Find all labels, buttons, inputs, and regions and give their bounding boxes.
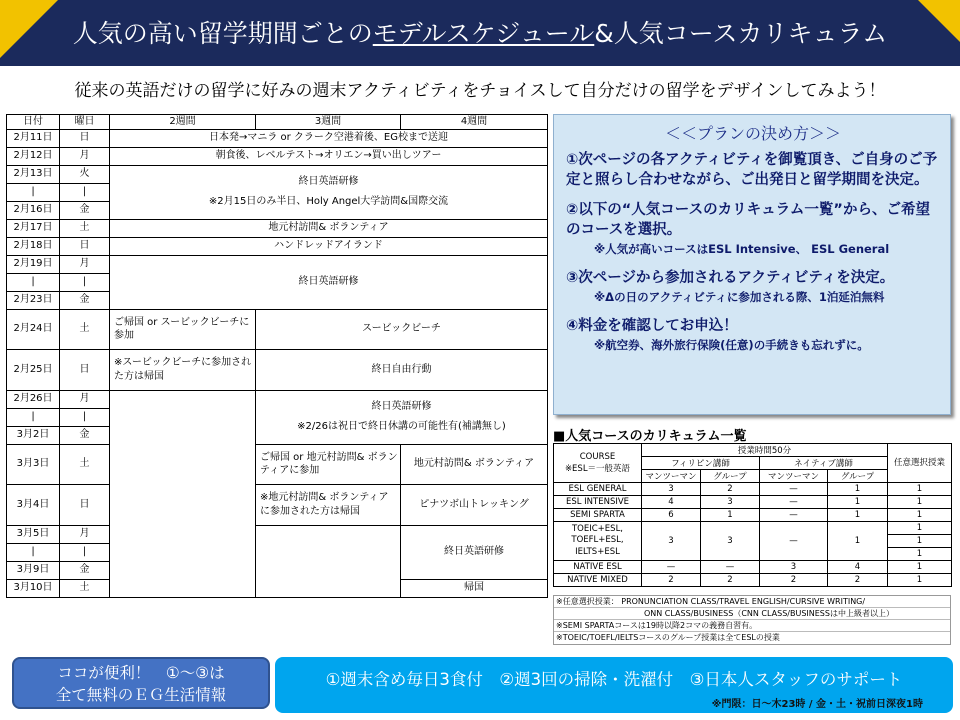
table-row: NATIVE MIXED 2 2 2 2 1	[554, 574, 952, 587]
arrival-cell: 日本発→マニラ or クラーク空港着後、EG校まで送迎	[110, 129, 548, 147]
header-3weeks: 3週間	[256, 115, 401, 130]
table-row: | |	[7, 543, 548, 561]
plan-step-2: ②以下の“人気コースのカリキュラム一覧”から、ご希望のコースを選択。	[566, 202, 930, 238]
plan-guide-box	[553, 114, 951, 415]
table-row: 3月2日 金	[7, 426, 548, 444]
curfew-note: ※門限：日～木23時 / 金・土・祝前日深夜1時	[711, 699, 923, 710]
subic-return-note-cell: ※スービックビーチに参加された方は帰国	[110, 349, 256, 390]
benefit-detail-box	[275, 657, 953, 713]
filipino-teacher-header: フィリピン講師	[642, 457, 760, 470]
header-2weeks: 2週間	[110, 115, 256, 130]
table-row: ESL INTENSIVE 4 3 — 1 1	[554, 496, 952, 509]
table-row: 2月26日 月 終日英語研修 ※2/26は祝日で終日休講の可能性有(補講無し)	[7, 390, 548, 408]
village-cell-4w: 地元村訪問& ボランティア	[401, 444, 548, 484]
plan-step-1: ①次ページの各アクティビティを御覧頂き、ご自身のご予定と照らし合わせながら、ご出発日と留学期間を決定。	[566, 152, 938, 188]
table-row	[554, 444, 952, 457]
page-title: 人気の高い留学期間ごとのモデルスケジュール&人気コースカリキュラム	[72, 19, 888, 48]
study-block-4: 終日英語研修	[401, 525, 548, 579]
table-row: 2月16日 金	[7, 201, 548, 219]
schedule-table	[6, 114, 548, 598]
table-row: TOEIC+ESL, TOEFL+ESL, IELTS+ESL 3 3 — 1 1	[554, 522, 952, 535]
note-line: ※SEMI SPARTAコースは19時以降2コマの義務自習有。	[554, 620, 950, 632]
return-cell: 帰国	[401, 579, 548, 597]
table-row: マンツーマン グループ マンツーマン グループ	[554, 470, 952, 483]
return-or-village-cell: ご帰国 or 地元村訪問& ボランティアに参加	[256, 444, 401, 484]
header-date: 日付	[7, 115, 60, 130]
table-row: ESL GENERAL 3 2 — 1 1	[554, 483, 952, 496]
plan-heading: ＜＜プランの決め方＞＞	[664, 124, 841, 143]
header-day: 曜日	[60, 115, 110, 130]
table-row: 2月18日 日 ハンドレッドアイランド	[7, 237, 548, 255]
table-row: 2月13日 火 終日英語研修 ※2月15日のみ半日、Holy Angel大学訪問&国際交流	[7, 165, 548, 183]
note-line: ※TOEIC/TOEFL/IELTSコースのグループ授業は全てESLの授業	[556, 633, 780, 642]
plan-note-2: ※人気が高いコースはESL Intensive、 ESL General	[594, 242, 890, 256]
orientation-cell: 朝食後、レベルテスト→オリエン→買い出しツアー	[110, 147, 548, 165]
plan-step-4: ④料金を確認してお申込！	[566, 318, 738, 334]
header-4weeks: 4週間	[401, 115, 548, 130]
empty-3week-cell	[256, 525, 401, 597]
plan-step-3: ③次ページから参加されるアクティビティを決定。	[566, 270, 895, 286]
empty-2week-cell	[110, 390, 256, 597]
table-row: 2月19日 月 終日英語研修	[7, 255, 548, 273]
elective-header: 任意選択授業	[888, 444, 952, 483]
plan-note-4: ※航空券、海外旅行保険(任意)の手続きも忘れずに。	[594, 338, 869, 352]
benefit-label-box: ココが便利！ ①～③は 全て無料のＥＧ生活情報	[12, 657, 270, 709]
table-row: 1	[554, 548, 952, 561]
table-row: | |	[7, 273, 548, 291]
benefit-text: ①週末含め毎日3食付 ②週3回の掃除・洗濯付 ③日本人スタッフのサポート	[325, 670, 903, 689]
table-row: NATIVE ESL — — 3 4 1	[554, 561, 952, 574]
table-row: 3月10日 土 帰国	[7, 579, 548, 597]
native-teacher-header: ネイティブ講師	[760, 457, 888, 470]
page-subtitle: 従来の英語だけの留学に好みの週末アクティビティをチョイスして自分だけの留学をデザインしてみよう！	[74, 81, 886, 101]
table-row: 3月4日 日 ※地元村訪問& ボランティアに参加された方は帰国 ピナツボ山トレッキング	[7, 484, 548, 525]
header-banner	[0, 0, 960, 66]
curriculum-title: ■人気コースのカリキュラム一覧	[553, 429, 747, 444]
table-row: 2月12日 月 朝食後、レベルテスト→オリエン→買い出しツアー	[7, 147, 548, 165]
note-line: ONN CLASS/BUSINESS（CNN CLASS/BUSINESSは中上級者以上）	[554, 608, 950, 620]
table-row: 3月3日 土 ご帰国 or 地元村訪問& ボランティアに参加 地元村訪問& ボランティア	[7, 444, 548, 484]
lesson-time-header: 授業時間50分	[642, 444, 888, 457]
hundred-islands-cell: ハンドレッドアイランド	[110, 237, 548, 255]
village-return-note-cell: ※地元村訪問& ボランティアに参加された方は帰国	[256, 484, 401, 525]
study-block-2: 終日英語研修	[110, 255, 548, 309]
table-row	[7, 115, 548, 130]
curriculum-notes	[553, 595, 951, 645]
table-row: 2月11日 日 日本発→マニラ or クラーク空港着後、EG校まで送迎	[7, 129, 548, 147]
note-line: ※任意選択授業： PRONUNCIATION CLASS/TRAVEL ENGLISH/CURSIVE WRITING/	[554, 596, 950, 608]
table-row: 3月5日 月 終日英語研修	[7, 525, 548, 543]
free-day-cell: 終日自由行動	[256, 349, 548, 390]
curriculum-table	[553, 443, 952, 587]
table-row: 2月25日 日 ※スービックビーチに参加された方は帰国 終日自由行動	[7, 349, 548, 390]
table-row: | |	[7, 183, 548, 201]
return-or-subic-cell: ご帰国 or スービックビーチに参加	[110, 309, 256, 349]
table-row: 2月17日 土 地元村訪問& ボランティア	[7, 219, 548, 237]
study-block-1: 終日英語研修 ※2月15日のみ半日、Holy Angel大学訪問&国際交流	[110, 165, 548, 219]
course-header: COURSE ※ESL＝一般英語	[554, 444, 642, 483]
table-row: | |	[7, 408, 548, 426]
subic-beach-cell: スービックビーチ	[256, 309, 548, 349]
toeic-course-name: TOEIC+ESL, TOEFL+ESL, IELTS+ESL	[554, 522, 642, 561]
table-row: 1	[554, 535, 952, 548]
plan-note-3: ※Δの日のアクティビティに参加される際、1泊延泊無料	[594, 290, 885, 304]
table-row: SEMI SPARTA 6 1 — 1 1	[554, 509, 952, 522]
pinatubo-trekking-cell: ピナツボ山トレッキング	[401, 484, 548, 525]
study-block-3: 終日英語研修 ※2/26は祝日で終日休講の可能性有(補講無し)	[256, 390, 548, 444]
village-cell: 地元村訪問& ボランティア	[110, 219, 548, 237]
table-row: 2月24日 土 ご帰国 or スービックビーチに参加 スービックビーチ	[7, 309, 548, 349]
table-row: 2月23日 金	[7, 291, 548, 309]
table-row: 3月9日 金	[7, 561, 548, 579]
